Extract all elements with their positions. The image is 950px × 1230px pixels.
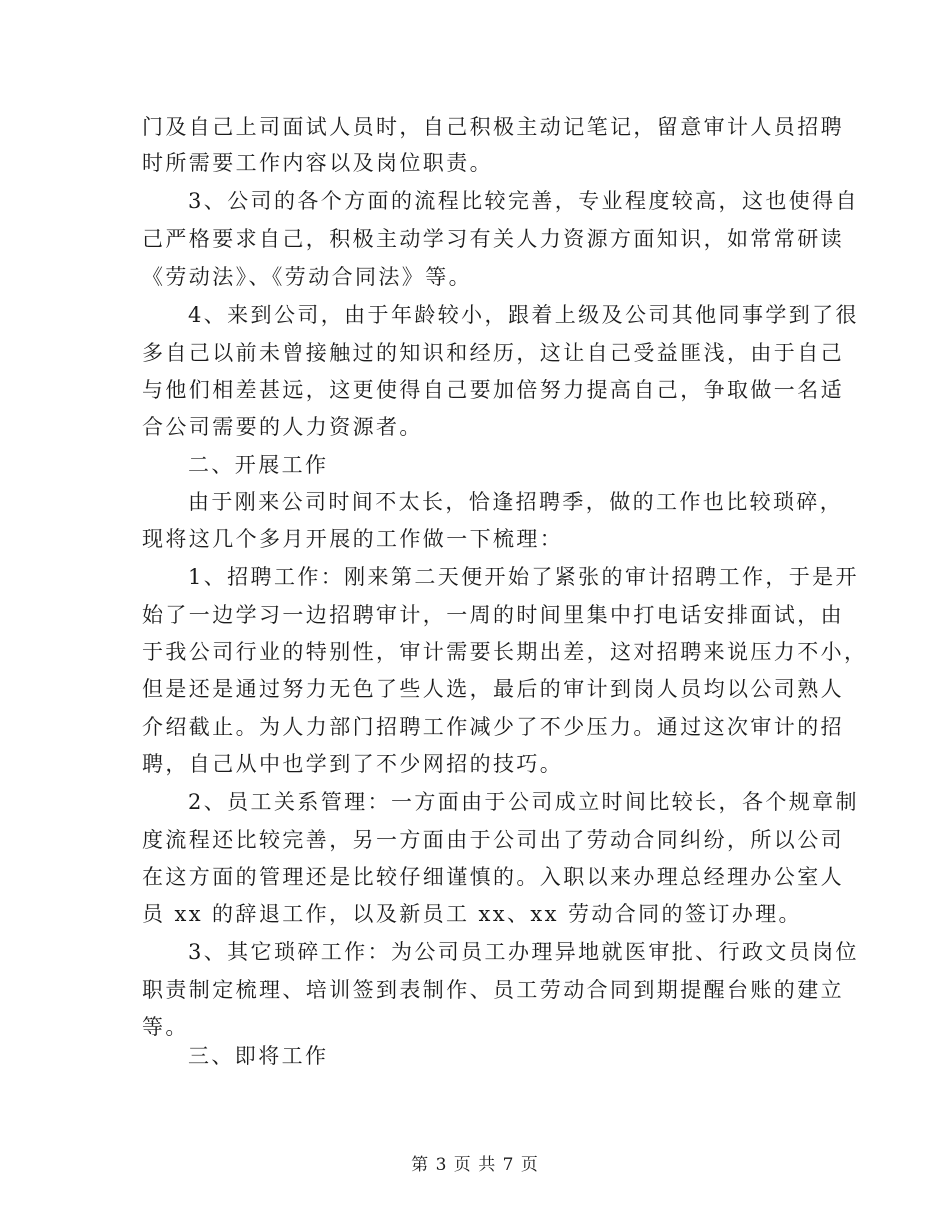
paragraph-line: 聘，自己从中也学到了不少网招的技巧。 — [142, 752, 564, 776]
paragraph-line: 于我公司行业的特别性，审计需要长期出差，这对招聘来说压力不小， — [142, 640, 868, 664]
paragraph-line: 等。 — [142, 1015, 189, 1039]
paragraph-line: 始了一边学习一边招聘审计，一周的时间里集中打电话安排面试，由 — [142, 603, 844, 627]
paragraph-line: 与他们相差甚远，这更使得自己要加倍努力提高自己，争取做一名适 — [142, 378, 844, 402]
paragraph-line: 在这方面的管理还是比较仔细谨慎的。入职以来办理总经理办公室人 — [142, 865, 844, 889]
page-number-footer: 第 3 页 共 7 页 — [411, 1155, 539, 1175]
paragraph-line: 现将这几个多月开展的工作做一下梳理： — [142, 527, 564, 551]
paragraph-line: 多自己以前未曾接触过的知识和经历，这让自己受益匪浅，由于自己 — [142, 341, 844, 365]
paragraph-line: 4、来到公司，由于年龄较小，跟着上级及公司其他同事学到了很 — [188, 303, 859, 327]
paragraph-line: 合公司需要的人力资源者。 — [142, 415, 423, 439]
paragraph-line: 3、其它琐碎工作：为公司员工办理异地就医审批、行政文员岗位 — [188, 940, 859, 964]
paragraph-line: 1、招聘工作：刚来第二天便开始了紧张的审计招聘工作，于是开 — [188, 565, 859, 589]
paragraph-line: 度流程还比较完善，另一方面由于公司出了劳动合同纠纷，所以公司 — [142, 828, 844, 852]
paragraph-line: 时所需要工作内容以及岗位职责。 — [142, 151, 493, 175]
section-heading: 三、即将工作 — [188, 1044, 329, 1068]
paragraph-line: 职责制定梳理、培训签到表制作、员工劳动合同到期提醒台账的建立 — [142, 978, 844, 1002]
paragraph-line: 由于刚来公司时间不太长，恰逢招聘季，做的工作也比较琐碎， — [188, 490, 844, 514]
section-heading: 二、开展工作 — [188, 453, 329, 477]
paragraph-line: 《劳动法》、《劳动合同法》等。 — [142, 265, 472, 289]
paragraph-line: 3、公司的各个方面的流程比较完善，专业程度较高，这也使得自 — [188, 189, 859, 213]
paragraph-line: 但是还是通过努力无色了些人选，最后的审计到岗人员均以公司熟人 — [142, 677, 844, 701]
paragraph-line: 己严格要求自己，积极主动学习有关人力资源方面知识，如常常研读 — [142, 227, 844, 251]
paragraph-line: 介绍截止。为人力部门招聘工作减少了不少压力。通过这次审计的招 — [142, 715, 844, 739]
paragraph-line: 门及自己上司面试人员时，自己积极主动记笔记，留意审计人员招聘 — [142, 115, 844, 139]
paragraph-line: 2、员工关系管理：一方面由于公司成立时间比较长，各个规章制 — [188, 790, 859, 814]
paragraph-line: 员 xx 的辞退工作，以及新员工 xx、xx 劳动合同的签订办理。 — [142, 902, 802, 926]
